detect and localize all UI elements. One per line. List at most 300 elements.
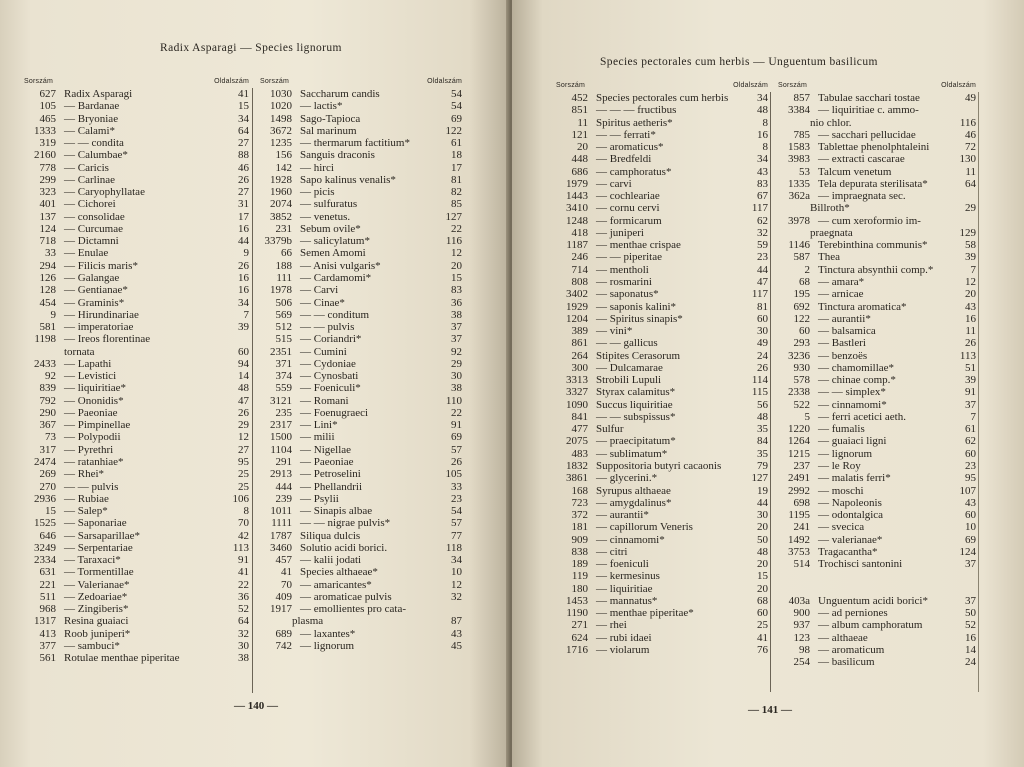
entry-name: Solutio acidi borici.: [300, 541, 388, 554]
entry-name: — — nigrae pulvis*: [300, 517, 391, 530]
entry-number: 188: [275, 259, 292, 272]
list-item: [252, 419, 462, 431]
entry-page: 83: [451, 284, 462, 297]
entry-number: 689: [275, 627, 292, 640]
list-item: [556, 509, 768, 521]
entry-page: 39: [965, 374, 976, 387]
list-item: [770, 202, 976, 214]
entry-name: — malatis ferri*: [818, 472, 891, 485]
entry-number: 128: [39, 284, 56, 297]
entry-name: — lactis*: [300, 100, 343, 113]
entry-number: 1030: [270, 88, 292, 100]
list-item: [556, 570, 768, 582]
entry-page: 26: [238, 406, 249, 419]
entry-page: 76: [757, 643, 768, 656]
entry-number: 718: [39, 235, 56, 248]
page-number: — 140 —: [234, 700, 278, 712]
entry-page: 37: [451, 333, 462, 346]
list-item: [24, 260, 249, 272]
entry-name: — Saponariae: [64, 517, 127, 530]
entry-number: 5: [804, 410, 810, 423]
entry-page: 77: [451, 529, 462, 542]
list-item: [24, 640, 249, 652]
list-item: [556, 558, 768, 570]
list-item: [24, 235, 249, 247]
entry-number: 511: [39, 590, 56, 603]
list-item: [24, 198, 249, 210]
entry-number: 851: [571, 104, 588, 117]
entry-name: Rotulae menthae piperitae: [64, 652, 180, 665]
entry-number: 1104: [270, 443, 292, 456]
list-item: [770, 509, 976, 521]
entry-name: — Bastleri: [818, 337, 866, 350]
entry-name: — guaiaci ligni: [818, 435, 887, 448]
entry-page: 30: [757, 325, 768, 338]
list-item: [770, 227, 976, 239]
list-item: [556, 521, 768, 533]
entry-number: 3753: [788, 545, 810, 558]
column-head-page: Oldalszám: [941, 82, 976, 89]
list-item: [770, 92, 976, 104]
entry-page: 46: [238, 161, 249, 174]
entry-name: — Carvi: [300, 284, 339, 297]
entry-number: 195: [793, 288, 810, 301]
entry-number: 3384: [788, 104, 810, 117]
list-item: [252, 100, 462, 112]
entry-name: — extracti cascarae: [818, 153, 905, 166]
entry-number: 403a: [788, 594, 810, 607]
entry-number: 3861: [566, 472, 588, 485]
entry-number: 123: [793, 631, 810, 644]
list-item: [24, 370, 249, 382]
entry-page: 105: [445, 468, 462, 481]
entry-name: — Serpentariae: [64, 541, 133, 554]
list-item: [770, 129, 976, 141]
entry-page: 11: [965, 165, 976, 178]
entry-name: — emollientes pro cata-: [300, 603, 406, 616]
entry-page: 91: [451, 419, 462, 432]
entry-name: — mentholi: [596, 263, 649, 276]
entry-page: 37: [965, 594, 976, 607]
list-item: [770, 215, 976, 227]
list-item: [24, 652, 249, 664]
entry-page: 91: [965, 386, 976, 399]
entry-page: 39: [965, 251, 976, 264]
entry-name: — Polypodii: [64, 431, 121, 444]
entry-page: 10: [451, 566, 462, 579]
list-item: [252, 125, 462, 137]
list-item: [24, 493, 249, 505]
list-item: [252, 554, 462, 566]
list-item: [556, 227, 768, 239]
entry-name: — moschi: [818, 484, 864, 497]
left-column-1: [24, 78, 249, 664]
entry-page: 72: [965, 141, 976, 154]
entry-name: — basilicum: [818, 656, 875, 669]
entry-name: — Gentianae*: [64, 284, 128, 297]
entry-page: 22: [238, 578, 249, 591]
entry-page: 32: [238, 627, 249, 640]
entry-page: 43: [965, 496, 976, 509]
entry-page: 92: [451, 345, 462, 358]
entry-page: 20: [965, 288, 976, 301]
entry-number: 221: [39, 578, 56, 591]
entry-page: 46: [965, 128, 976, 141]
entry-number: 561: [39, 652, 56, 665]
entry-name: — sulfuratus: [300, 198, 358, 211]
entry-page: 38: [451, 308, 462, 321]
entry-number: 2074: [270, 198, 292, 211]
entry-name: — cornu cervi: [596, 202, 660, 215]
entry-page: 69: [451, 112, 462, 125]
entry-page: 50: [965, 607, 976, 620]
entry-page: 54: [451, 505, 462, 518]
column-head-number: Sorszám: [24, 78, 54, 85]
entry-page: 45: [451, 639, 462, 652]
list-item: [24, 309, 249, 321]
entry-number: 105: [39, 100, 56, 113]
entry-number: 409: [275, 590, 292, 603]
list-item: [24, 456, 249, 468]
list-item: [770, 619, 976, 631]
entry-page: 26: [238, 173, 249, 186]
entry-page: 122: [445, 124, 462, 137]
column-head-number: Sorszám: [260, 78, 290, 85]
entry-number: 742: [275, 639, 292, 652]
list-item: [770, 644, 976, 656]
entry-name: Spiritus aetheris*: [596, 116, 673, 129]
column-head-number: Sorszám: [556, 82, 586, 89]
entry-page: 115: [751, 386, 768, 399]
list-item: [770, 239, 976, 251]
entry-number: 841: [571, 410, 588, 423]
entry-page: 36: [451, 296, 462, 309]
list-item: [252, 566, 462, 578]
entry-page: 60: [965, 509, 976, 522]
entry-name: Talcum venetum: [818, 165, 892, 178]
entry-number: 156: [275, 149, 292, 162]
entry-name: — Taraxaci*: [64, 554, 121, 567]
entry-name: — Ireos florentinae: [64, 333, 151, 346]
entry-page: 82: [451, 186, 462, 199]
entry-page: 106: [232, 492, 249, 505]
list-item: [24, 272, 249, 284]
entry-name: — menthae piperitae*: [596, 607, 694, 620]
list-item: [24, 505, 249, 517]
entry-number: 389: [571, 325, 588, 338]
entry-name: — formicarum: [596, 214, 662, 227]
entry-number: 3672: [270, 124, 292, 137]
entry-page: 43: [965, 300, 976, 313]
list-item: [252, 382, 462, 394]
entry-name: — album camphoratum: [818, 619, 923, 632]
list-item: [24, 579, 249, 591]
entry-page: 44: [757, 263, 768, 276]
entry-number: 785: [793, 128, 810, 141]
column-head-page: Oldalszám: [733, 82, 768, 89]
entry-page: 52: [238, 603, 249, 616]
entry-name: — hirci: [300, 161, 334, 174]
entry-name: Saccharum candis: [300, 88, 380, 100]
entry-page: 20: [757, 558, 768, 571]
entry-page: 57: [451, 517, 462, 530]
list-item: [556, 460, 768, 472]
column-head: [770, 82, 976, 92]
list-item: [252, 137, 462, 149]
entry-number: 231: [275, 222, 292, 235]
entry-number: 2317: [270, 419, 292, 432]
entry-number: 909: [571, 533, 588, 546]
entry-number: 119: [571, 570, 588, 583]
list-item: [24, 615, 249, 627]
list-item: [556, 190, 768, 202]
entry-name: — Caryophyllatae: [64, 186, 145, 199]
entry-name: — consolidae: [64, 210, 125, 223]
entry-number: 778: [39, 161, 56, 174]
entry-name: — praecipitatum*: [596, 435, 676, 448]
list-item: [556, 264, 768, 276]
entry-page: 9: [243, 247, 249, 260]
entry-name: — camphoratus*: [596, 165, 672, 178]
entry-page: 81: [451, 173, 462, 186]
list-item: [556, 239, 768, 251]
entry-name: — Cichorei: [64, 198, 116, 211]
entry-number: 2: [804, 263, 810, 276]
entry-page: 11: [965, 325, 976, 338]
list-item: [24, 321, 249, 333]
list-item: [770, 190, 976, 202]
list-item: [252, 640, 462, 652]
entry-page: 47: [757, 275, 768, 288]
entry-number: 241: [793, 521, 810, 534]
entry-name: — sublimatum*: [596, 447, 668, 460]
entry-page: 24: [965, 656, 976, 669]
entry-name: — capillorum Veneris: [596, 521, 693, 534]
page-number: — 141 —: [748, 704, 792, 716]
list-item: [24, 149, 249, 161]
list-item: [770, 497, 976, 509]
list-item: [24, 444, 249, 456]
entry-name: — sambuci*: [64, 639, 120, 652]
list-item: [24, 591, 249, 603]
column-rule-right: [978, 92, 979, 692]
entry-name: — Anisi vulgaris*: [300, 259, 381, 272]
entry-number: 454: [39, 296, 56, 309]
list-item: [770, 558, 976, 570]
list-item: [252, 579, 462, 591]
list-item: [556, 632, 768, 644]
entry-page: 30: [757, 509, 768, 522]
entry-name: — — gallicus: [596, 337, 658, 350]
entry-page: 23: [451, 492, 462, 505]
entry-number: 857: [793, 92, 810, 104]
entry-page: 49: [757, 337, 768, 350]
entry-page: 35: [757, 423, 768, 436]
entry-name: — Zingiberis*: [64, 603, 129, 616]
entry-number: 418: [571, 226, 588, 239]
entry-page: 34: [238, 112, 249, 125]
entry-number: 2491: [788, 472, 810, 485]
list-item: [770, 632, 976, 644]
list-item: [252, 628, 462, 640]
entry-name: — — condita: [64, 137, 124, 150]
entry-number: 838: [571, 545, 588, 558]
entry-page: 30: [451, 370, 462, 383]
entry-page: 20: [757, 521, 768, 534]
list-item: [24, 419, 249, 431]
right-page-header: Species pectorales cum herbis — Unguentum basilicum: [600, 56, 878, 68]
entry-page: 64: [965, 177, 976, 190]
entry-number: 92: [45, 370, 56, 383]
entry-page: 127: [751, 472, 768, 485]
entry-name: — — simplex*: [818, 386, 886, 399]
list-item: [770, 485, 976, 497]
entry-name: — impraegnata sec.: [818, 190, 906, 203]
entry-page: 12: [238, 431, 249, 444]
entry-name: — Rubiae: [64, 492, 109, 505]
entry-name: — svecica: [818, 521, 865, 534]
entry-page: 22: [451, 406, 462, 419]
entry-page: 69: [451, 431, 462, 444]
entry-name: — menthae crispae: [596, 239, 681, 252]
entry-number: 124: [39, 222, 56, 235]
list-item: [252, 591, 462, 603]
entry-name: — violarum: [596, 643, 650, 656]
entry-name: — citri: [596, 545, 628, 558]
entry-number: 246: [571, 251, 588, 264]
list-item: [24, 517, 249, 529]
entry-name: — le Roy: [818, 459, 861, 472]
entry-page: 124: [959, 545, 976, 558]
entry-page: 61: [451, 137, 462, 150]
entry-number: 968: [39, 603, 56, 616]
entry-name: — aurantii*: [596, 509, 649, 522]
entry-number: 1453: [566, 594, 588, 607]
list-item: [252, 235, 462, 247]
entry-page: 34: [451, 554, 462, 567]
entry-name: Sebum ovile*: [300, 222, 361, 235]
entry-page: 43: [451, 627, 462, 640]
list-item: [252, 395, 462, 407]
list-item: [556, 117, 768, 129]
list-item: [252, 284, 462, 296]
entry-page: 68: [757, 594, 768, 607]
entry-number: 319: [39, 137, 56, 150]
entry-page: 42: [238, 529, 249, 542]
entry-name: — — pulvis: [64, 480, 119, 493]
entry-page: 8: [762, 141, 768, 154]
entry-name: — carvi: [596, 177, 632, 190]
list-item: [24, 407, 249, 419]
entry-page: 61: [965, 423, 976, 436]
entry-page: 17: [451, 161, 462, 174]
entry-number: 180: [571, 582, 588, 595]
entry-page: 37: [965, 558, 976, 571]
entry-page: 15: [238, 100, 249, 113]
list-item: [24, 346, 249, 358]
list-item: [770, 374, 976, 386]
entry-number: 60: [799, 325, 810, 338]
list-item: [770, 153, 976, 165]
list-item: [252, 174, 462, 186]
entry-page: 48: [238, 382, 249, 395]
list-item: [24, 186, 249, 198]
list-item: [556, 141, 768, 153]
entry-page: 37: [451, 321, 462, 334]
list-item: [556, 92, 768, 104]
entry-page: 87: [451, 615, 462, 628]
entry-name: — saponis kalini*: [596, 300, 677, 313]
entry-number: 1220: [788, 423, 810, 436]
entry-name: — — piperitae: [596, 251, 662, 264]
entry-name: — Ononidis*: [64, 394, 124, 407]
entry-number: 937: [793, 619, 810, 632]
list-item: [770, 104, 976, 116]
entry-name: Billroth*: [810, 202, 850, 215]
entry-name: — venetus.: [300, 210, 351, 223]
entry-number: 1248: [566, 214, 588, 227]
list-item: [24, 88, 249, 100]
right-page: [512, 0, 1024, 767]
entry-name: — sacchari pellucidae: [818, 128, 916, 141]
entry-number: 559: [275, 382, 292, 395]
entry-number: 121: [571, 128, 588, 141]
entry-name: — thermarum factitium*: [300, 137, 410, 150]
list-item: [556, 153, 768, 165]
entry-number: 3121: [270, 394, 292, 407]
entry-page: 34: [757, 92, 768, 104]
list-item: [556, 644, 768, 656]
entry-name: — amygdalinus*: [596, 496, 672, 509]
entry-name: — Cardamomi*: [300, 271, 372, 284]
entry-page: 24: [757, 349, 768, 362]
entry-number: 686: [571, 165, 588, 178]
entry-name: — Paeoniae: [300, 455, 354, 468]
entry-page: 25: [238, 480, 249, 493]
list-item: [24, 358, 249, 370]
entry-name: Styrax calamitus*: [596, 386, 676, 399]
entry-number: 3236: [788, 349, 810, 362]
list-item: [556, 276, 768, 288]
list-item: [24, 554, 249, 566]
entry-name: Unguentum acidi borici*: [818, 594, 928, 607]
entry-name: Species althaeae*: [300, 566, 378, 579]
list-item: [252, 530, 462, 542]
entry-page: 52: [965, 619, 976, 632]
entry-page: 32: [451, 590, 462, 603]
column-head-page: Oldalszám: [214, 78, 249, 85]
list-item: [24, 297, 249, 309]
entry-page: 116: [959, 116, 976, 129]
entry-number: 1111: [271, 517, 292, 530]
list-item: [770, 534, 976, 546]
entry-page: 34: [238, 296, 249, 309]
list-item: [556, 166, 768, 178]
list-item: [252, 481, 462, 493]
entry-name: Suppositoria butyri cacaonis: [596, 459, 722, 472]
entry-page: 8: [762, 116, 768, 129]
list-item: [252, 370, 462, 382]
entry-number: 237: [793, 459, 810, 472]
entry-name: — Cydoniae: [300, 357, 356, 370]
list-item: [556, 485, 768, 497]
entry-number: 631: [39, 566, 56, 579]
entry-number: 1525: [34, 517, 56, 530]
entry-list: [556, 92, 768, 656]
list-item: [24, 137, 249, 149]
entry-page: 34: [757, 153, 768, 166]
entry-number: 627: [39, 88, 56, 100]
